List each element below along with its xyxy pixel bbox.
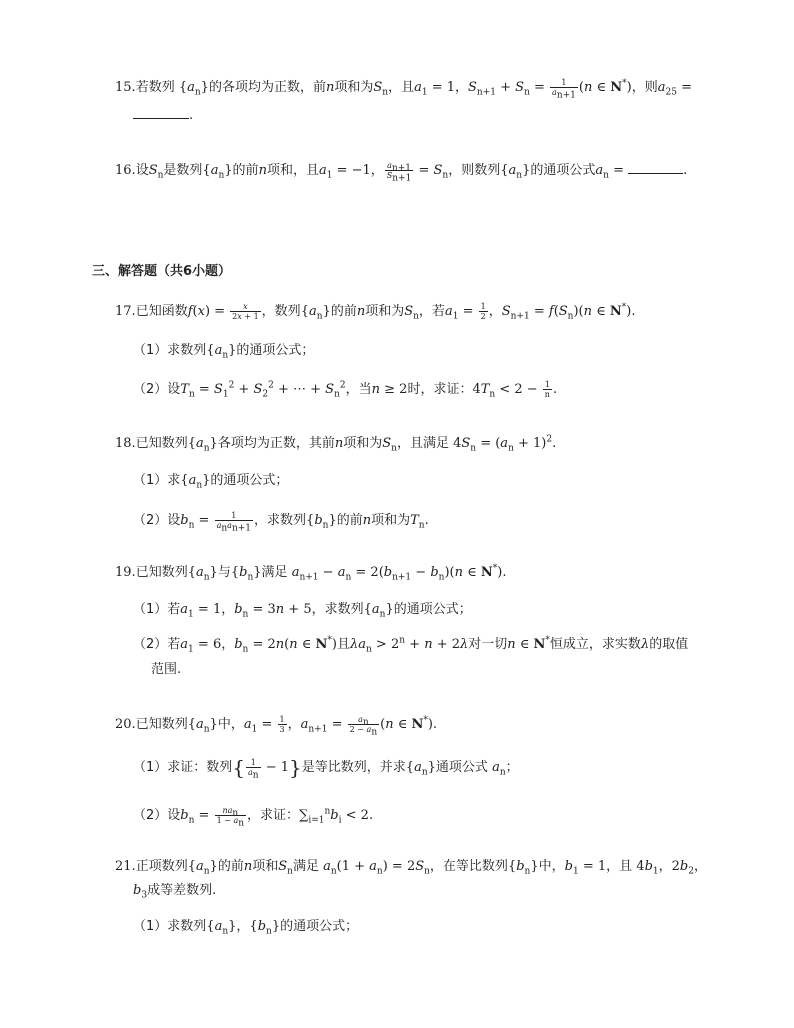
problem-17-line: 17.已知函数f(x) = $\frac{x}{2x + 1}$ ，数列$\{a_n\}$的前n项和为$S_n$，若$a_1$ = $\frac{1}{2}$ ，$S_{n+1} = f(S_n)(n$ ∈ N*).	[115, 302, 636, 322]
problem-15-line-1: 15.若数列 $\{a_n\}$的各项均为正数，前n项和为$S_n$，且$a_1 = 1$，$S_{n+1} + S_n$ = $\frac{1}{a_{n+1}}$ (n ∈ N*)，则$a_{25}$ =	[115, 78, 692, 101]
answer-blank[interactable]	[628, 161, 683, 174]
problem-number: 16.	[115, 163, 136, 178]
problem-number: 21.	[115, 859, 136, 874]
problem-18-line: 18.已知数列$\{a_n\}$各项均为正数，其前n项和为$S_n$，且满足 $4S_n = (a_n + 1)^2$.	[115, 434, 557, 454]
problem-17-q2: （2）设$T_n = S_1^2 + S_2^2$ + ⋯ + $S_n^2$，当n ≥ 2时，求证：$4T_n < 2$ − $\frac{1}{n}$ .	[133, 380, 558, 400]
problem-number: 15.	[115, 80, 136, 95]
problem-number: 20.	[115, 717, 136, 732]
problem-15-line-2: .	[133, 106, 193, 125]
problem-number: 19.	[115, 565, 136, 580]
problem-18-q1: （1）求$\{a_n\}$的通项公式；	[133, 473, 289, 491]
problem-20-line: 20.已知数列$\{a_n\}$中，$a_1$ = $\frac{1}{3}$ ，$a_{n+1}$ = $\frac{a_n}{2 - a_n}$ (n ∈ N*).	[115, 715, 438, 738]
problem-21-line-1: 21.正项数列$\{a_n\}$的前n项和$S_n$满足 $a_n(1 + a_n) = 2S_n$，在等比数列$\{b_n\}$中，$b_1 = 1$，且 $4b_1$，$2b_2$，	[115, 859, 707, 877]
problem-19-line: 19.已知数列$\{a_n\}$与$\{b_n\}$满足 $a_{n+1} - a_n = 2(b_{n+1} - b_n)(n$ ∈ N*).	[115, 563, 507, 583]
problem-19-q1: （1）若$a_1 = 1$，$b_n = 3n + 5$，求数列$\{a_n\}$的通项公式；	[133, 602, 472, 620]
problem-21-line-2: $b_3$成等差数列.	[133, 883, 217, 901]
problem-19-q2-continued: 范围.	[151, 662, 182, 677]
problem-20-q2: （2）设$b_n$ = $\frac{na_n}{1 - a_n}$ ，求证：$\sum_{i=1}^nb_i < 2$.	[133, 806, 374, 829]
problem-18-q2: （2）设$b_n$ = $\frac{1}{a_na_{n+1}}$ ，求数列$\{b_n\}$的前n项和为$T_n$.	[133, 511, 429, 534]
problem-17-q1: （1）求数列$\{a_n\}$的通项公式；	[133, 343, 315, 361]
problem-20-q1: （1）求证：数列{ $\frac{1}{a_n}$ − 1}是等比数列，并求$\{a_n\}$通项公式 $a_n$；	[133, 755, 519, 781]
problem-16-line: 16.设$S_n$是数列$\{a_n\}$的前n项和，且$a_1 = -1$， $\frac{a_{n+1}}{S_{n+1}}$ = $S_n$，则数列$\{a_n\}$的通项公式$a_n$ = .	[115, 161, 688, 184]
problem-number: 18.	[115, 436, 136, 451]
problem-number: 17.	[115, 304, 136, 319]
problem-21-q1: （1）求数列$\{a_n\}$，$\{b_n\}$的通项公式；	[133, 919, 359, 937]
problem-19-q2: （2）若$a_1 = 6$，$b_n = 2n(n$ ∈ N*)且$\lambda a_n > 2^n + n + 2\lambda$对一切n ∈ N*恒成立，求实数λ的取值	[133, 635, 689, 655]
answer-blank[interactable]	[133, 106, 189, 119]
section-title: 三、解答题（共6小题）	[92, 264, 232, 279]
